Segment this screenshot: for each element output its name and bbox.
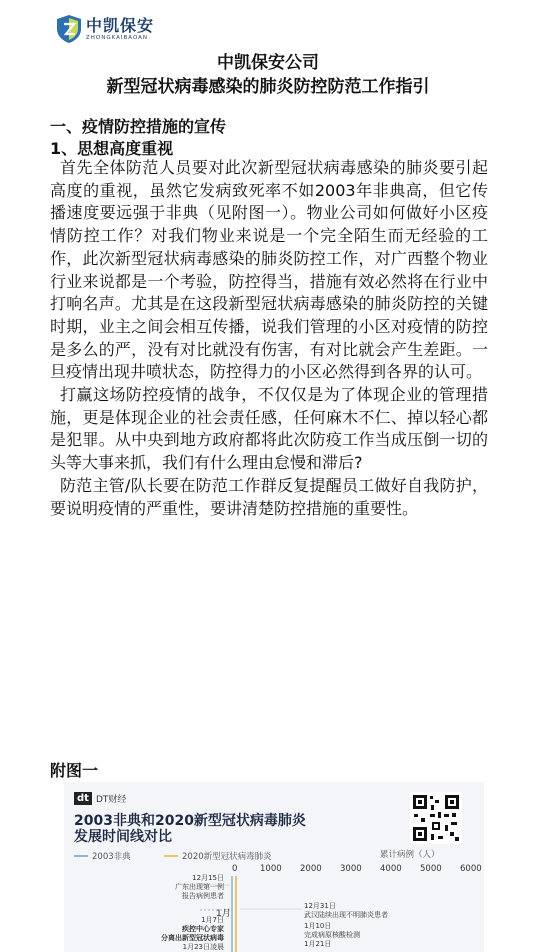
logo-brand-cn: 中凯保安 xyxy=(86,15,155,35)
figure-label: 附图一 xyxy=(50,761,99,780)
infographic-title-line2: 发展时间线对比 xyxy=(74,829,172,845)
paragraph: 首先全体防范人员要对此次新型冠状病毒感染的肺炎要引起高度的重视，虽然它发病致死率不如2003年非典高，但它传播速度要远强于非典（见附图一）。物业公司如何做好小区疫情防控工作？对我们物业来说是一个完全陌生而无经验的工作，此次新型冠状病毒感染的肺炎防控工作，对广西整个物业行业来说都是一个考验，防控得当，措施有效必然将在行业中打响名声。尤其是在这段新型冠状病毒感染的肺炎防控的关键时期，业主之间会相互传播，说我们管理的小区对疫情的防控是多么的严，没有对比就没有伤害，有对比就会产生差距。一旦疫情出现井喷状态，防控得力的小区必然得到各界的认可。 xyxy=(50,158,488,382)
axis-tick: 3000 xyxy=(340,864,362,874)
annotation-right-2: 1月10日 完成病原核酸检测 1月21日 xyxy=(304,922,360,948)
annotation-left-1: 12月15日 广东出现第一例 报告病例患者 xyxy=(175,874,224,900)
axis-tick: 1000 xyxy=(260,864,282,874)
month-marker: 1月 xyxy=(216,909,231,919)
section-heading: 一、疫情防控措施的宣传 xyxy=(50,117,227,136)
subsection-heading: 1、思想高度重视 xyxy=(50,139,174,158)
shield-icon xyxy=(56,14,82,44)
company-logo xyxy=(56,14,154,44)
axis-tick: 4000 xyxy=(380,864,402,874)
infographic-title-line1: 2003非典和2020新型冠状病毒肺炎 xyxy=(74,813,306,829)
axis-title: 累计病例（人） xyxy=(380,850,440,860)
dt-logo: dt xyxy=(74,792,92,805)
body-text xyxy=(50,157,488,520)
paragraph: 防范主管/队长要在防范工作群反复提醒员工做好自我防护，要说明疫情的严重性，要讲清楚防控措施的重要性。 xyxy=(50,475,488,518)
logo-brand-en: ZHONGKAIBAOAN xyxy=(86,34,149,41)
document-title: 新型冠状病毒感染的肺炎防控防范工作指引 xyxy=(106,77,430,97)
annotation-right-1: 12月31日 武汉陆续出现不明肺炎患者 xyxy=(304,902,388,919)
legend-label-2003: 2003非典 xyxy=(92,852,131,862)
source-name: DT财经 xyxy=(95,795,127,805)
axis-tick: 6000 xyxy=(460,864,482,874)
axis-tick: 5000 xyxy=(420,864,442,874)
paragraph: 打赢这场防控疫情的战争，不仅仅是为了体现企业的管理措施，更是体现企业的社会责任感，任何麻木不仁、掉以轻心都是犯罪。从中央到地方政府都将此次防疫工作当成压倒一切的头等大事来抓，我们有什么理由怠慢和滞后? xyxy=(50,385,488,473)
axis-tick: 2000 xyxy=(300,864,322,874)
timeline-infographic xyxy=(64,782,484,952)
company-name: 中凯保安公司 xyxy=(217,53,319,73)
axis-tick: 0 xyxy=(232,864,238,874)
legend-label-2020: 2020新型冠状病毒肺炎 xyxy=(182,852,272,862)
annotation-left-2: 1月7日 疾控中心专家 分离出新型冠状病毒 1月23日凌晨 xyxy=(161,916,224,951)
